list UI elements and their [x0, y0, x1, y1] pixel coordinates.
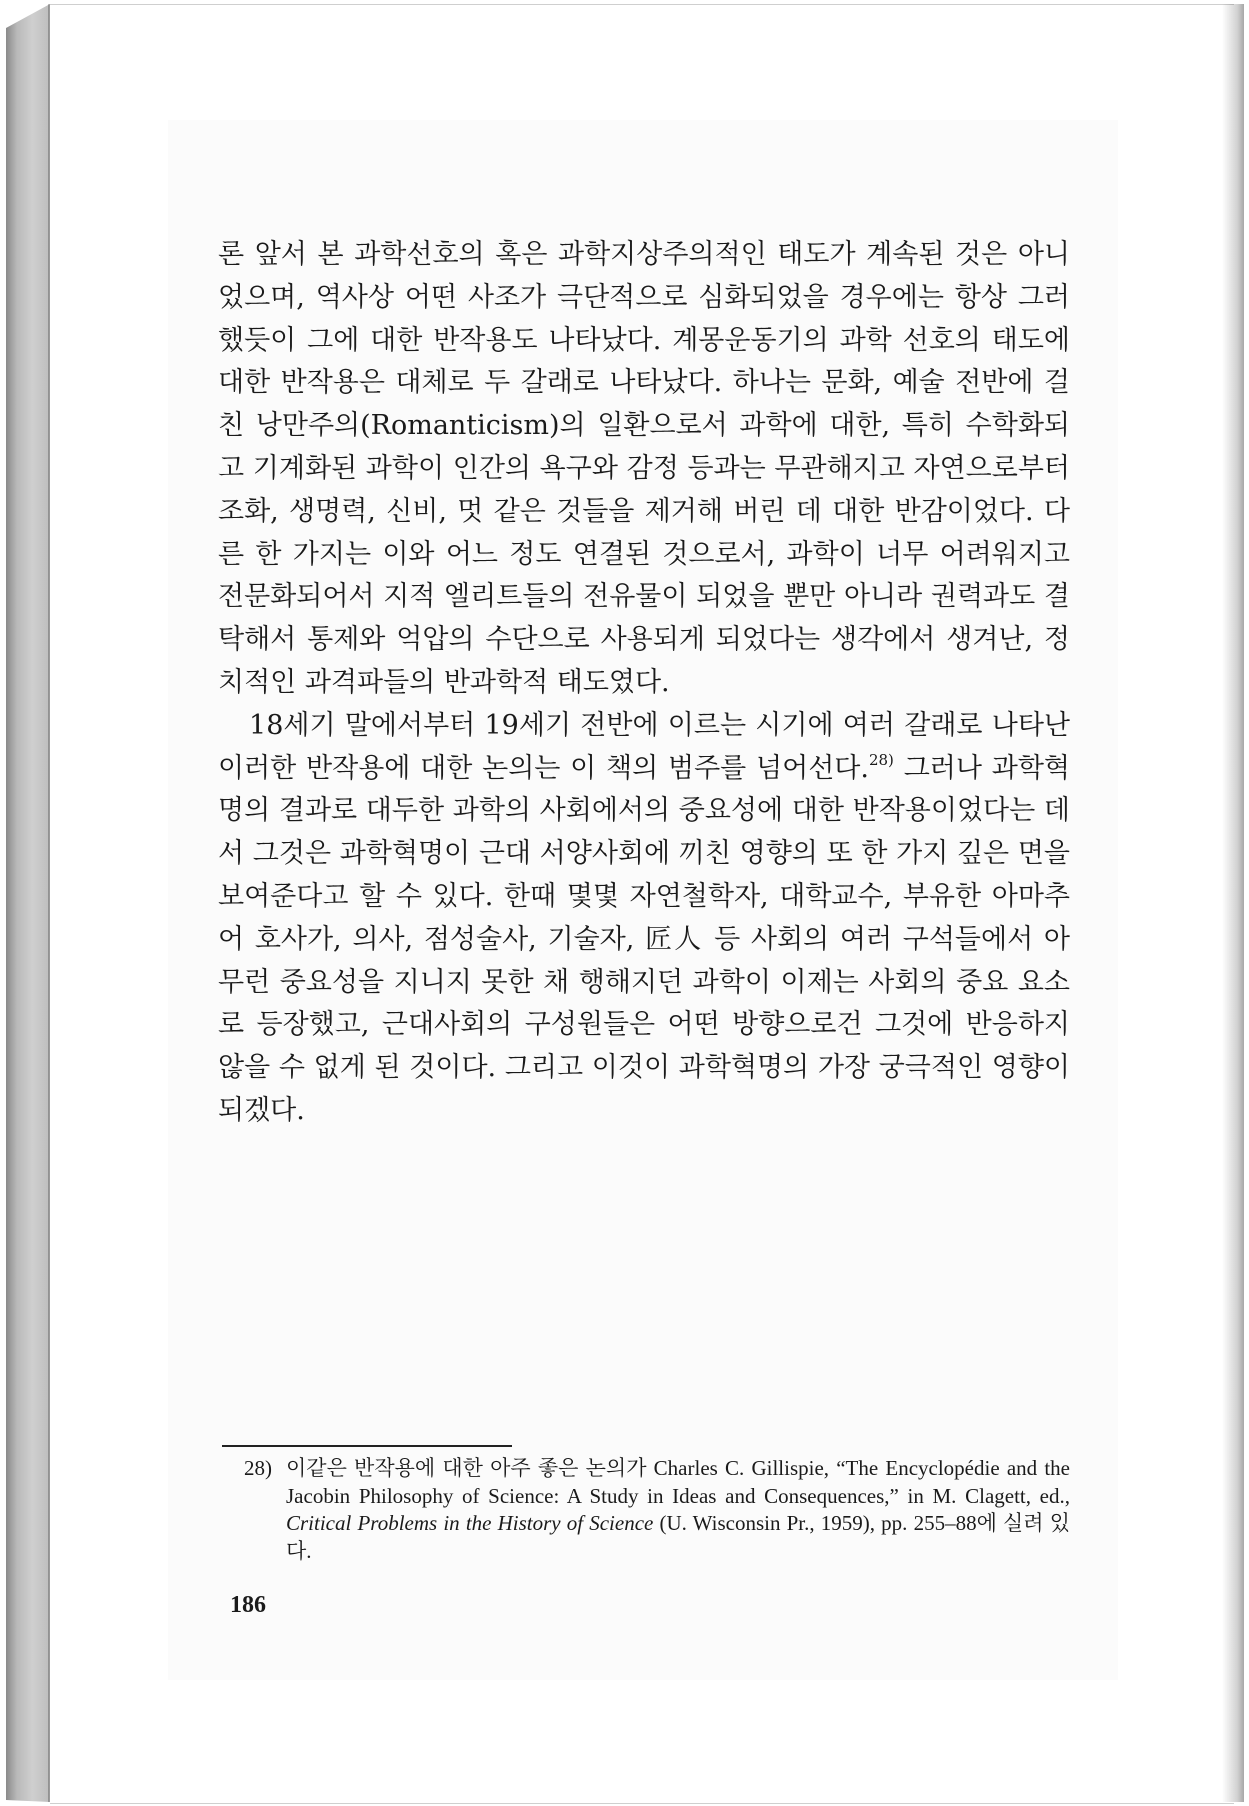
paragraph: [218, 705, 1070, 1133]
footnote-text: (U. Wisconsin Pr., 1959), pp. 255–88에 실려 있다.: [286, 1511, 1070, 1563]
paragraph: 론 앞서 본 과학선호의 혹은 과학지상주의적인 태도가 계속된 것은 아니었으며, 역사상 어떤 사조가 극단적으로 심화되었을 경우에는 항상 그러했듯이 그에 대한 반작용도 나타났다. 계몽운동기의 과학 선호의 태도에 대한 반작용은 대체로 두 갈래로 나타났다. 하나는 문화, 예술 전반에 걸친 낭만주의(Romanticism)의 일환으로서 과학에 대한, 특히 수학화되고 기계화된 과학이 인간의 욕구와 감정 등과는 무관해지고 자연으로부터 조화, 생명력, 신비, 멋 같은 것들을 제거해 버린 데 대한 반감이었다. 다른 한 가지는 이와 어느 정도 연결된 것으로서, 과학이 너무 어려워지고 전문화되어서 지적 엘리트들의 전유물이 되었을 뿐만 아니라 권력과도 결탁해서 통제와 억압의 수단으로 사용되게 되었다는 생각에서 생겨난, 정치적인 과격파들의 반과학적 태도였다.: [218, 239, 1070, 698]
footnote-divider: [222, 1445, 512, 1447]
page-edge-shadow: [1222, 4, 1244, 1802]
footnote-title: Critical Problems in the History of Science: [286, 1511, 654, 1535]
paragraph-text: 그러나 과학혁명의 결과로 대두한 과학의 사회에서의 중요성에 대한 반작용이었다는 데서 그것은 과학혁명이 근대 서양사회에 끼친 영향의 또 한 가지 깊은 면을 보여준다고 할 수 있다. 한때 몇몇 자연철학자, 대학교수, 부유한 아마추어 호사가, 의사, 점성술사, 기술자, 匠人 등 사회의 여러 구석들에서 아무런 중요성을 지니지 못한 채 행해지던 과학이 이제는 사회의 중요 요소로 등장했고, 근대사회의 구성원들은 어떤 방향으로건 그것에 반응하지 않을 수 없게 된 것이다. 그리고 이것이 과학혁명의 가장 궁극적인 영향이 되겠다.: [218, 752, 1070, 1126]
footnote-reference: 28): [868, 750, 894, 769]
page-number: 186: [230, 1592, 266, 1618]
paragraph-text: 18세기 말에서부터 19세기 전반에 이르는 시기에 여러 갈래로 나타난 이러한 반작용에 대한 논의는 이 책의 범주를 넘어선다.: [218, 709, 1070, 784]
footnote-body: [286, 1455, 1070, 1565]
book-spine: [6, 4, 50, 1802]
body-text: [218, 234, 1070, 1133]
footnote-text: 이같은 반작용에 대한 아주 좋은 논의가 Charles C. Gillispie, “The Encyclopédie and the Jacobin Philosophy of Science: A Study in Ideas and Consequences,” in M. Clagett, ed.,: [286, 1456, 1070, 1508]
footnote-number: 28): [244, 1456, 272, 1480]
footnote: [244, 1455, 1070, 1565]
